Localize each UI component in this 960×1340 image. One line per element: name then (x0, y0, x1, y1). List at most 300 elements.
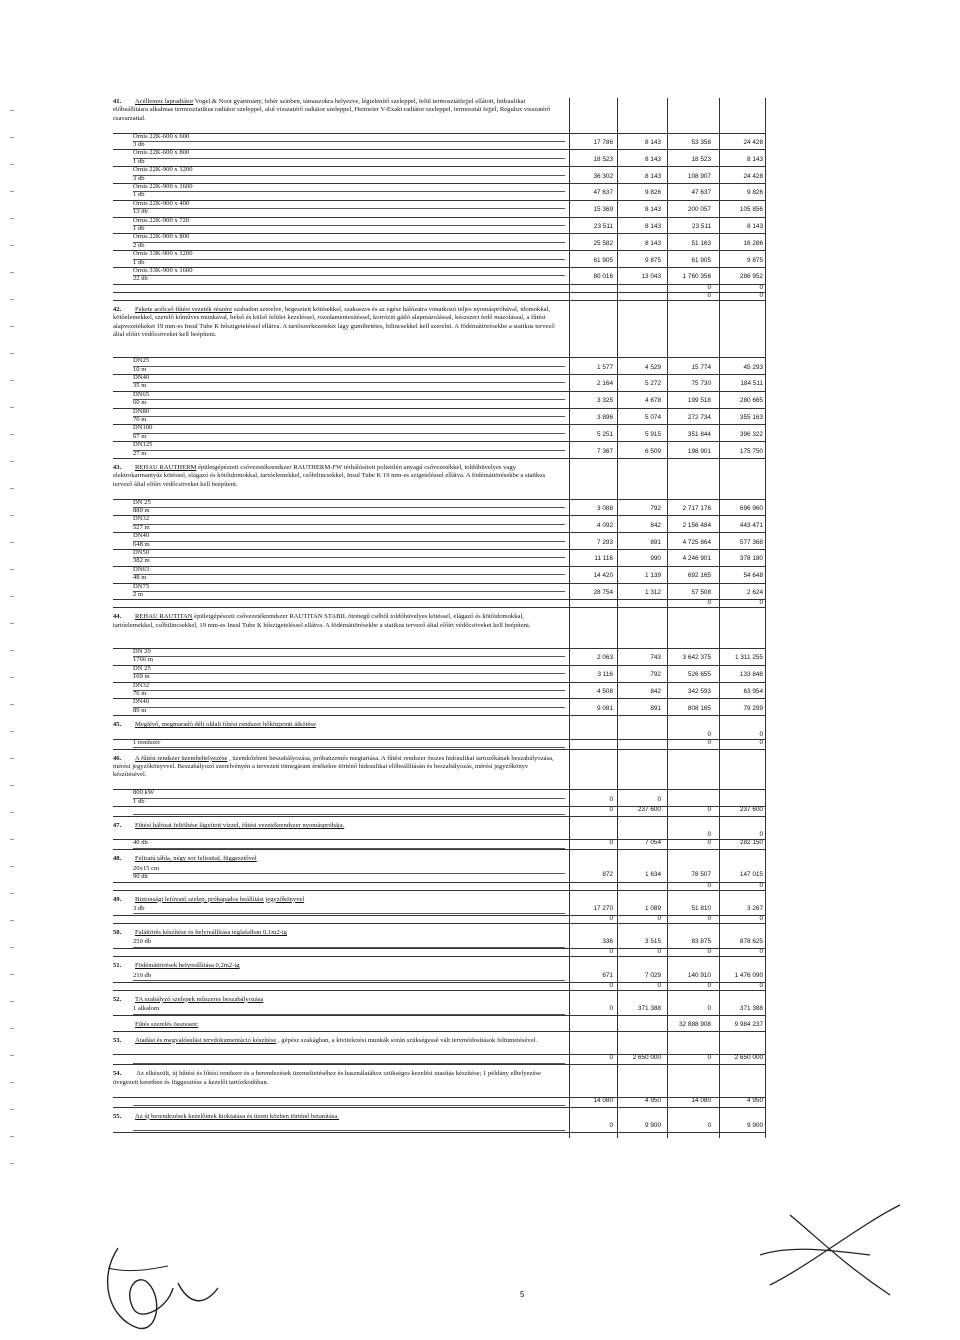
page-number: 5 (520, 1290, 525, 1299)
margin-tick (10, 704, 14, 705)
item-number: 52. (113, 995, 122, 1003)
unit-material-cell: 61 905 (593, 256, 613, 264)
total-labor-cell: 355 163 (739, 413, 763, 421)
total-labor-cell: 4 950 (747, 1096, 763, 1104)
unit-labor-cell: 1 089 (645, 905, 661, 912)
sub-item-quantity: 35 m (133, 382, 147, 390)
total-labor-cell: 133 848 (739, 671, 763, 679)
sub-item-underline (133, 382, 565, 383)
total-labor-cell: 8 143 (747, 222, 763, 230)
item-description (113, 1037, 561, 1054)
unit-material-cell: 3 896 (597, 413, 613, 421)
sub-item-underline (133, 191, 565, 192)
item-number: 49. (113, 895, 122, 903)
unit-labor-cell: 842 (650, 521, 661, 529)
sub-item-spec: 210 db (133, 971, 152, 979)
unit-labor-cell: 5 915 (645, 430, 661, 438)
total-labor-cell: 16 286 (743, 239, 763, 247)
total-material-cell: 198 901 (687, 447, 711, 455)
margin-tick (10, 461, 14, 462)
unit-labor-cell: 5 272 (645, 380, 661, 388)
margin-tick (10, 542, 14, 543)
sub-item-quantity: 527 m (133, 523, 150, 531)
unit-labor-cell: 891 (650, 538, 661, 546)
total-labor-cell: 696 960 (739, 504, 763, 512)
total-material-cell: 0 (707, 730, 711, 738)
total-material-cell: 0 (707, 1054, 711, 1062)
total-material-cell: 0 (707, 738, 711, 746)
total-material-cell: 200 057 (687, 206, 711, 214)
total-material-cell: 15 774 (691, 363, 711, 371)
sub-item-spec: DN25 (133, 357, 150, 365)
total-labor-cell: 175 750 (739, 447, 763, 455)
total-labor-cell: 63 954 (743, 687, 763, 695)
sub-item-quantity: 60 m (133, 399, 147, 407)
unit-labor-cell: 8 143 (645, 172, 661, 180)
total-material-cell: 108 907 (687, 172, 711, 180)
sub-item-underline (133, 873, 565, 874)
unit-material-cell: 36 302 (593, 172, 613, 180)
item-number: 48. (113, 855, 122, 863)
unit-labor-cell: 0 (657, 795, 661, 803)
sub-item-underline (133, 591, 565, 592)
item-title: Az új berendezések kezelőinek kioktatása és üzem közben történő betanítása. (135, 1112, 339, 1120)
total-material-cell: 0 (707, 831, 711, 839)
sub-item-quantity: 90 db (133, 873, 148, 881)
column-divider (569, 98, 570, 1138)
unit-material-cell: 0 (609, 915, 613, 922)
margin-tick (10, 137, 14, 138)
total-material-cell: 4 246 901 (682, 555, 711, 563)
sub-item-spec: DN75 (133, 582, 150, 590)
total-labor-cell: 9 984 237 (734, 1021, 763, 1029)
unit-labor-cell: 4 950 (645, 1096, 661, 1104)
total-labor-cell: 2 650 000 (734, 1054, 763, 1062)
item-number: 41. (113, 98, 122, 105)
column-divider (765, 98, 766, 1138)
item-number: 53. (113, 1036, 122, 1044)
item-text: , gépész szakágban, a kivitelezési munkák során szükségessé vált tervmódosítások feltüntetésével. (276, 1036, 538, 1044)
total-labor-cell: 24 428 (743, 138, 763, 146)
sub-item-quantity: 76 m (133, 690, 147, 697)
sub-item-underline (133, 242, 565, 243)
unit-labor-cell: 842 (650, 687, 661, 695)
sub-item-spec: DN40 (133, 698, 150, 706)
unit-material-cell: 14 420 (593, 572, 613, 580)
total-labor-cell: 54 648 (743, 572, 763, 580)
margin-tick (10, 974, 14, 975)
sub-item-spec: Ornis 22K-600 x 800 (133, 149, 190, 157)
margin-tick (10, 920, 14, 921)
total-material-cell: 0 (707, 839, 711, 847)
total-labor-cell: 9 826 (747, 189, 763, 197)
unit-material-cell: 3 116 (597, 671, 613, 679)
margin-tick (10, 758, 14, 759)
sub-item-quantity: 382 m (133, 557, 150, 565)
sub-item-underline (133, 450, 565, 451)
unit-labor-cell: 7 054 (645, 839, 661, 847)
total-labor-cell: 280 665 (739, 397, 763, 405)
item-title: Feliratú tábla, négy sor felirattal, függesztővel (135, 855, 257, 863)
sub-item-underline (133, 673, 565, 674)
unit-material-cell: 2 063 (597, 654, 613, 662)
sub-item-underline (133, 399, 565, 400)
sub-item-quantity: 1 db (133, 797, 145, 805)
item-title: Meglévő, megmaradó déli oldali fűtési rendszer hőközponti átkötése (135, 721, 316, 729)
sub-item-underline (133, 259, 565, 260)
total-labor-cell: 282 150 (739, 839, 763, 847)
unit-labor-cell: 9 900 (645, 1122, 661, 1129)
item-description (113, 896, 561, 904)
total-material-cell: 78 507 (691, 871, 711, 879)
sub-item-underline (133, 433, 565, 434)
item-text: Az elkészült, új hűtési és fűtési rendszer és a berendezések üzemeltetéséhez és használatához szükséges kezelési utasítás készítése; 1 példány elhelyezése üvegezett keretben és függesztése a kezelői tartózkodóban. (113, 1070, 541, 1086)
unit-labor-cell: 0 (657, 948, 661, 956)
sub-item-underline (133, 574, 565, 575)
margin-tick (10, 1082, 14, 1083)
sub-item-spec: 800 kW (133, 789, 155, 797)
unit-material-cell: 336 (602, 938, 613, 946)
sub-item-spec: DN63 (133, 565, 150, 573)
sub-item-quantity: 648 m (133, 540, 150, 548)
total-labor-cell: 443 471 (739, 521, 763, 529)
sub-item-spec: 1 rendszer (133, 738, 161, 746)
margin-tick (10, 164, 14, 165)
unit-labor-cell: 6 509 (645, 447, 661, 455)
sub-item-underline (133, 158, 565, 159)
item-title: Fűtési hálózat feltöltése lágyított vízzel, fűtési vezetékrendszer nyomáspróbája. (135, 822, 345, 829)
total-material-cell: 18 523 (691, 155, 711, 163)
unit-material-cell: 47 637 (593, 189, 613, 197)
unit-labor-cell: 8 143 (645, 138, 661, 146)
sub-item-underline (133, 557, 565, 558)
margin-tick (10, 650, 14, 651)
item-number: 46. (113, 754, 122, 762)
item-title: REHAU RAUTITAN (135, 613, 193, 621)
margin-tick (10, 299, 14, 300)
item-description (113, 1070, 561, 1095)
total-labor-cell: 79 299 (743, 704, 763, 712)
unit-material-cell: 2 164 (597, 380, 613, 388)
sub-item-underline (133, 416, 565, 417)
total-material-cell: 0 (707, 1122, 711, 1129)
item-title: Faláttörés készítése és helyreállítása téglafalban 0,1m2-ig (135, 929, 287, 936)
total-labor-cell: 9 875 (747, 256, 763, 264)
unit-material-cell: 872 (602, 871, 613, 879)
item-description (113, 1113, 561, 1121)
margin-tick (10, 812, 14, 813)
sub-item-spec: DN100 (133, 424, 153, 432)
total-material-cell: 47 637 (691, 189, 711, 197)
unit-labor-cell: 0 (657, 915, 661, 922)
total-material-cell: 2 156 484 (682, 521, 711, 529)
margin-tick (10, 245, 14, 246)
sub-item-spec: Ornis 33K-900 x 1600 (133, 267, 193, 274)
unit-material-cell: 23 511 (593, 222, 613, 230)
sub-item-quantity: 3 db (133, 174, 145, 182)
margin-tick (10, 380, 14, 381)
margin-tick (10, 1136, 14, 1137)
sub-item-spec: Ornis 33K-900 x 1200 (133, 250, 193, 258)
sub-item-underline (133, 366, 565, 367)
sub-item-spec: Ornis 22K-900 x 1200 (133, 166, 193, 174)
unit-material-cell: 671 (602, 971, 613, 979)
item-text: épületgépészeti csővezetékrendszer RAUTHERM-FW térhálósított polietilén anyagú csővezetékkel, toldóhüvelyes vagy elektrokarmantyús kötéssel, elágazó és kötőidomokkal, tartóelemekkel, csőbilincsekkel, Insul Tube K 19 mm-es szigeteléssel ellátva. A födémáttörésekbe a statikus tervező által előírt védőcsöveket kell beépíteni. (113, 464, 546, 488)
unit-labor-cell: 7 029 (645, 971, 661, 979)
item-title: A fűtési rendszer üzembehelyezése (135, 754, 228, 762)
total-labor-cell: 0 (759, 948, 763, 956)
sub-item-quantity: 3 db (133, 141, 145, 148)
sub-item-underline (133, 225, 565, 226)
total-material-cell: 75 730 (691, 380, 711, 388)
item-text: szabadon szerelve, hegesztett kötésekkel, szakaszos és az egész hálózatra vonatkozó teljes nyomáspróbával, idomokkal, kötőelemekkel, szerelő kőműves munkával, belső és külső felület kezeléssel, rozsdamentesítéssel, korrózió gátló alapmázolással, készszeri fedő mázolással, a fűtési alapvezetékeket 19 mm-es Insul Tube K hőszigeteléssel ellátva. A tartószerkezeteket lágy gumibetétes, bilincsekkel kell szerelni. A födémáttörésekbe a statikus tervező által előírt védőcsöveket kell beépíteni. (113, 305, 555, 339)
item-number: 54. (113, 1070, 122, 1078)
unit-material-cell: 80 016 (593, 273, 613, 281)
sub-item-underline (133, 524, 565, 525)
margin-tick (10, 893, 14, 894)
total-labor-cell: 2 624 (747, 588, 763, 596)
item-number: 50. (113, 929, 122, 936)
unit-labor-cell: 13 043 (641, 273, 661, 281)
margin-tick (10, 1055, 14, 1056)
total-labor-cell: 396 322 (739, 430, 763, 438)
total-material-cell: 32 888 908 (679, 1021, 711, 1029)
total-labor-cell: 577 368 (739, 538, 763, 546)
sub-item-quantity: 2 db (133, 241, 145, 249)
total-material-cell: 0 (707, 806, 711, 813)
item-text: épületgépészeti csővezetékrendszer RAUTITAN STABIL ötrétegű csőből toldóhüvelyes kötéssel, elágazó és kötőidomokkal, tartóelemekkel, csőbilincsekkel, 19 mm-es Insul Tube K hőszigeteléssel ellátva. A födémáttörésekbe a statikus tervező által előírt védőcsöveket kell beépíteni. (113, 613, 531, 629)
unit-labor-cell: 4 529 (645, 363, 661, 371)
item-description (113, 996, 561, 1004)
sub-item-underline (133, 707, 565, 708)
unit-material-cell: 0 (609, 806, 613, 813)
total-labor-cell: 0 (759, 283, 763, 291)
total-material-cell: 14 080 (691, 1096, 711, 1104)
margin-tick (10, 218, 14, 219)
margin-tick (10, 515, 14, 516)
margin-tick (10, 785, 14, 786)
sub-item-underline (133, 656, 565, 657)
unit-material-cell: 4 508 (597, 687, 613, 695)
unit-labor-cell: 2 650 000 (632, 1054, 661, 1062)
sub-item-spec: DN 25 (133, 498, 151, 506)
item-number: 44. (113, 613, 122, 621)
unit-labor-cell: 990 (650, 555, 661, 563)
unit-material-cell: 0 (609, 1054, 613, 1062)
unit-material-cell: 14 080 (593, 1096, 613, 1104)
total-labor-cell: 0 (759, 881, 763, 889)
total-material-cell: 1 760 356 (682, 273, 711, 281)
total-material-cell: 140 910 (687, 971, 711, 979)
unit-labor-cell: 8 143 (645, 155, 661, 163)
item-text: Vogel & Noot gyártmány, fehér színben, támaszokra helyezve, légtelenítő szeleppel, felül termosztátfejjel ellátott, hidraulikai előbeállításra alkalmas termosztatikus radiátor szeleppel, alul visszatérő radiátor szeleppel, Heimeier V-Exakt radiátor szeleppel, termosztát fejjel, Regulux visszatérő csavarzattal. (113, 98, 551, 122)
column-divider (719, 98, 720, 1138)
margin-tick (10, 434, 14, 435)
total-labor-cell: 1 476 090 (734, 971, 763, 979)
sub-item-underline (133, 141, 565, 142)
sub-item-quantity: 67 m (133, 432, 147, 440)
item-title: Födémáttörések helyreállítása 0,2m2-ig (135, 962, 240, 970)
sub-item-spec: Ornis 22K-900 x 720 (133, 216, 190, 224)
unit-material-cell: 18 523 (593, 155, 613, 163)
item-number: 55. (113, 1112, 122, 1120)
unit-material-cell: 17 786 (593, 138, 613, 146)
sub-item-spec: DN32 (133, 681, 150, 689)
sub-item-quantity: 1 db (133, 225, 145, 232)
unit-labor-cell: 743 (650, 654, 661, 662)
total-labor-cell: 286 952 (739, 273, 763, 281)
item-title: Acéllemez lapradiátor (135, 98, 194, 105)
total-labor-cell: 147 015 (739, 871, 763, 879)
total-material-cell: 0 (707, 981, 711, 989)
item-description (113, 755, 561, 789)
total-labor-cell: 9 900 (747, 1122, 763, 1129)
sub-item-spec: Ornis 22K-600 x 600 (133, 132, 190, 140)
unit-material-cell: 3 325 (597, 397, 613, 405)
unit-labor-cell: 1 312 (645, 588, 661, 596)
item-text: , üzemkőzbeni beszabályozása, próbaüzemés megtartása. A fűtési rendszer összes hidraulikai tartozékának beszabályozása, mérési jegyzőkönyvvel. Beszabályozó szerelvényén a tervezett tömegáram értékekre történő hidraulikai előbeállításán és beszabályozás, mérési jegyzőkönyv készítésével. (113, 754, 554, 779)
item-title: Fűtés szerelés összesen: (135, 1021, 199, 1029)
sub-item-spec: DN40 (133, 374, 150, 381)
total-material-cell: 61 905 (691, 256, 711, 264)
unit-material-cell: 5 251 (597, 430, 613, 438)
total-labor-cell: 1 311 255 (735, 654, 763, 662)
sub-item-spec: DN50 (133, 549, 150, 556)
item-title: Átadási és megvalósulási tervdokumentáció készítése (135, 1036, 277, 1044)
signature-left (78, 1228, 238, 1338)
total-material-cell: 4 725 864 (682, 538, 711, 546)
sub-item-underline (133, 507, 565, 508)
unit-material-cell: 3 088 (597, 504, 613, 512)
total-labor-cell: 0 (759, 291, 763, 299)
unit-labor-cell: 1 139 (645, 572, 661, 580)
sub-item-spec: Ornis 22K-900 x 800 (133, 233, 190, 241)
sub-item-quantity: 1 db (133, 258, 145, 266)
unit-labor-cell: 3 515 (645, 938, 661, 946)
unit-material-cell: 15 369 (593, 206, 613, 214)
unit-material-cell: 17 270 (593, 905, 613, 912)
unit-labor-cell: 1 634 (645, 871, 661, 879)
total-material-cell: 23 511 (691, 222, 711, 230)
margin-tick (10, 623, 14, 624)
sub-item-quantity: 169 m (133, 673, 150, 681)
sub-item-quantity: 13 db (133, 208, 148, 216)
item-number: 51. (113, 962, 122, 970)
total-labor-cell: 0 (759, 730, 763, 738)
total-labor-cell: 237 600 (739, 806, 763, 813)
item-title: Fekete acélcső fűtési vezeték részére (135, 305, 233, 313)
total-material-cell: 53 358 (691, 138, 711, 146)
total-labor-cell: 105 856 (739, 206, 763, 214)
unit-labor-cell: 5 074 (645, 413, 661, 421)
item-description (113, 721, 561, 729)
item-description (113, 929, 561, 937)
total-material-cell: 0 (707, 599, 711, 607)
total-labor-cell: 184 511 (740, 380, 763, 388)
unit-labor-cell: 792 (650, 504, 661, 512)
item-number: 43. (113, 464, 122, 471)
total-labor-cell: 0 (759, 831, 763, 839)
sub-item-spec: 40 db (133, 839, 148, 847)
margin-tick (10, 191, 14, 192)
total-material-cell: 0 (707, 1005, 711, 1013)
margin-tick (10, 569, 14, 570)
total-material-cell: 808 165 (687, 704, 711, 712)
total-material-cell: 2 717 176 (682, 504, 711, 512)
item-title: TA szabályzó szelepek műszeres beszabályozása (135, 995, 264, 1003)
sub-item-spec: DN80 (133, 407, 150, 415)
margin-tick (10, 947, 14, 948)
total-material-cell: 272 734 (687, 413, 711, 421)
item-description (113, 1021, 561, 1029)
total-labor-cell: 24 428 (743, 172, 763, 180)
sub-item-quantity: 1 db (133, 157, 145, 165)
sub-item-spec: Ornis 22K-900 x 1600 (133, 183, 193, 190)
total-material-cell: 0 (707, 291, 711, 299)
sub-item-spec: 3 db (133, 905, 145, 912)
sub-item-underline (133, 275, 565, 276)
total-material-cell: 0 (707, 283, 711, 291)
item-title: Biztonsági lefúvató szelep, próbapados beállítási jegyzőkönyvel (135, 895, 305, 903)
total-labor-cell: 0 (759, 915, 763, 922)
sub-item-underline (133, 798, 565, 799)
total-material-cell: 526 655 (687, 671, 711, 679)
unit-material-cell: 0 (609, 948, 613, 956)
margin-tick (10, 1109, 14, 1110)
margin-tick (10, 353, 14, 354)
margin-tick (10, 596, 14, 597)
total-material-cell: 692 165 (687, 572, 711, 580)
sub-item-spec: DN 20 (133, 648, 151, 655)
unit-material-cell: 9 081 (597, 704, 613, 712)
margin-tick (10, 110, 14, 111)
unit-labor-cell: 4 678 (645, 397, 661, 405)
item-description (113, 855, 561, 863)
margin-tick (10, 866, 14, 867)
unit-labor-cell: 371 388 (637, 1005, 661, 1013)
sub-item-spec: DN125 (133, 441, 153, 449)
sub-item-quantity: 10 m (133, 365, 147, 373)
unit-labor-cell: 0 (657, 981, 661, 989)
item-description (113, 613, 561, 647)
margin-tick (10, 272, 14, 273)
total-labor-cell: 3 267 (747, 905, 763, 912)
total-labor-cell: 8 143 (747, 155, 763, 163)
item-description (113, 822, 561, 830)
unit-material-cell: 1 577 (597, 363, 613, 371)
total-labor-cell: 0 (759, 981, 763, 989)
unit-material-cell: 28 754 (593, 588, 613, 596)
total-material-cell: 342 593 (687, 687, 711, 695)
item-title: REHAU RAUTHERM (135, 464, 197, 471)
total-material-cell: 51 163 (691, 239, 711, 247)
unit-labor-cell: 792 (650, 671, 661, 679)
unit-material-cell: 0 (609, 839, 613, 847)
total-material-cell: 0 (707, 915, 711, 922)
unit-labor-cell: 8 143 (645, 239, 661, 247)
sub-item-quantity: 70 m (133, 416, 147, 423)
sub-item-quantity: 89 m (133, 706, 147, 714)
margin-tick (10, 1028, 14, 1029)
margin-tick (10, 677, 14, 678)
unit-material-cell: 0 (609, 1122, 613, 1129)
unit-material-cell: 0 (609, 795, 613, 803)
sub-item-quantity: 22 db (133, 275, 148, 283)
unit-labor-cell: 891 (650, 704, 661, 712)
sub-item-spec: DN40 (133, 532, 150, 540)
sub-item-spec: 20x15 cm (133, 864, 160, 872)
sub-item-spec: DN 25 (133, 664, 151, 672)
